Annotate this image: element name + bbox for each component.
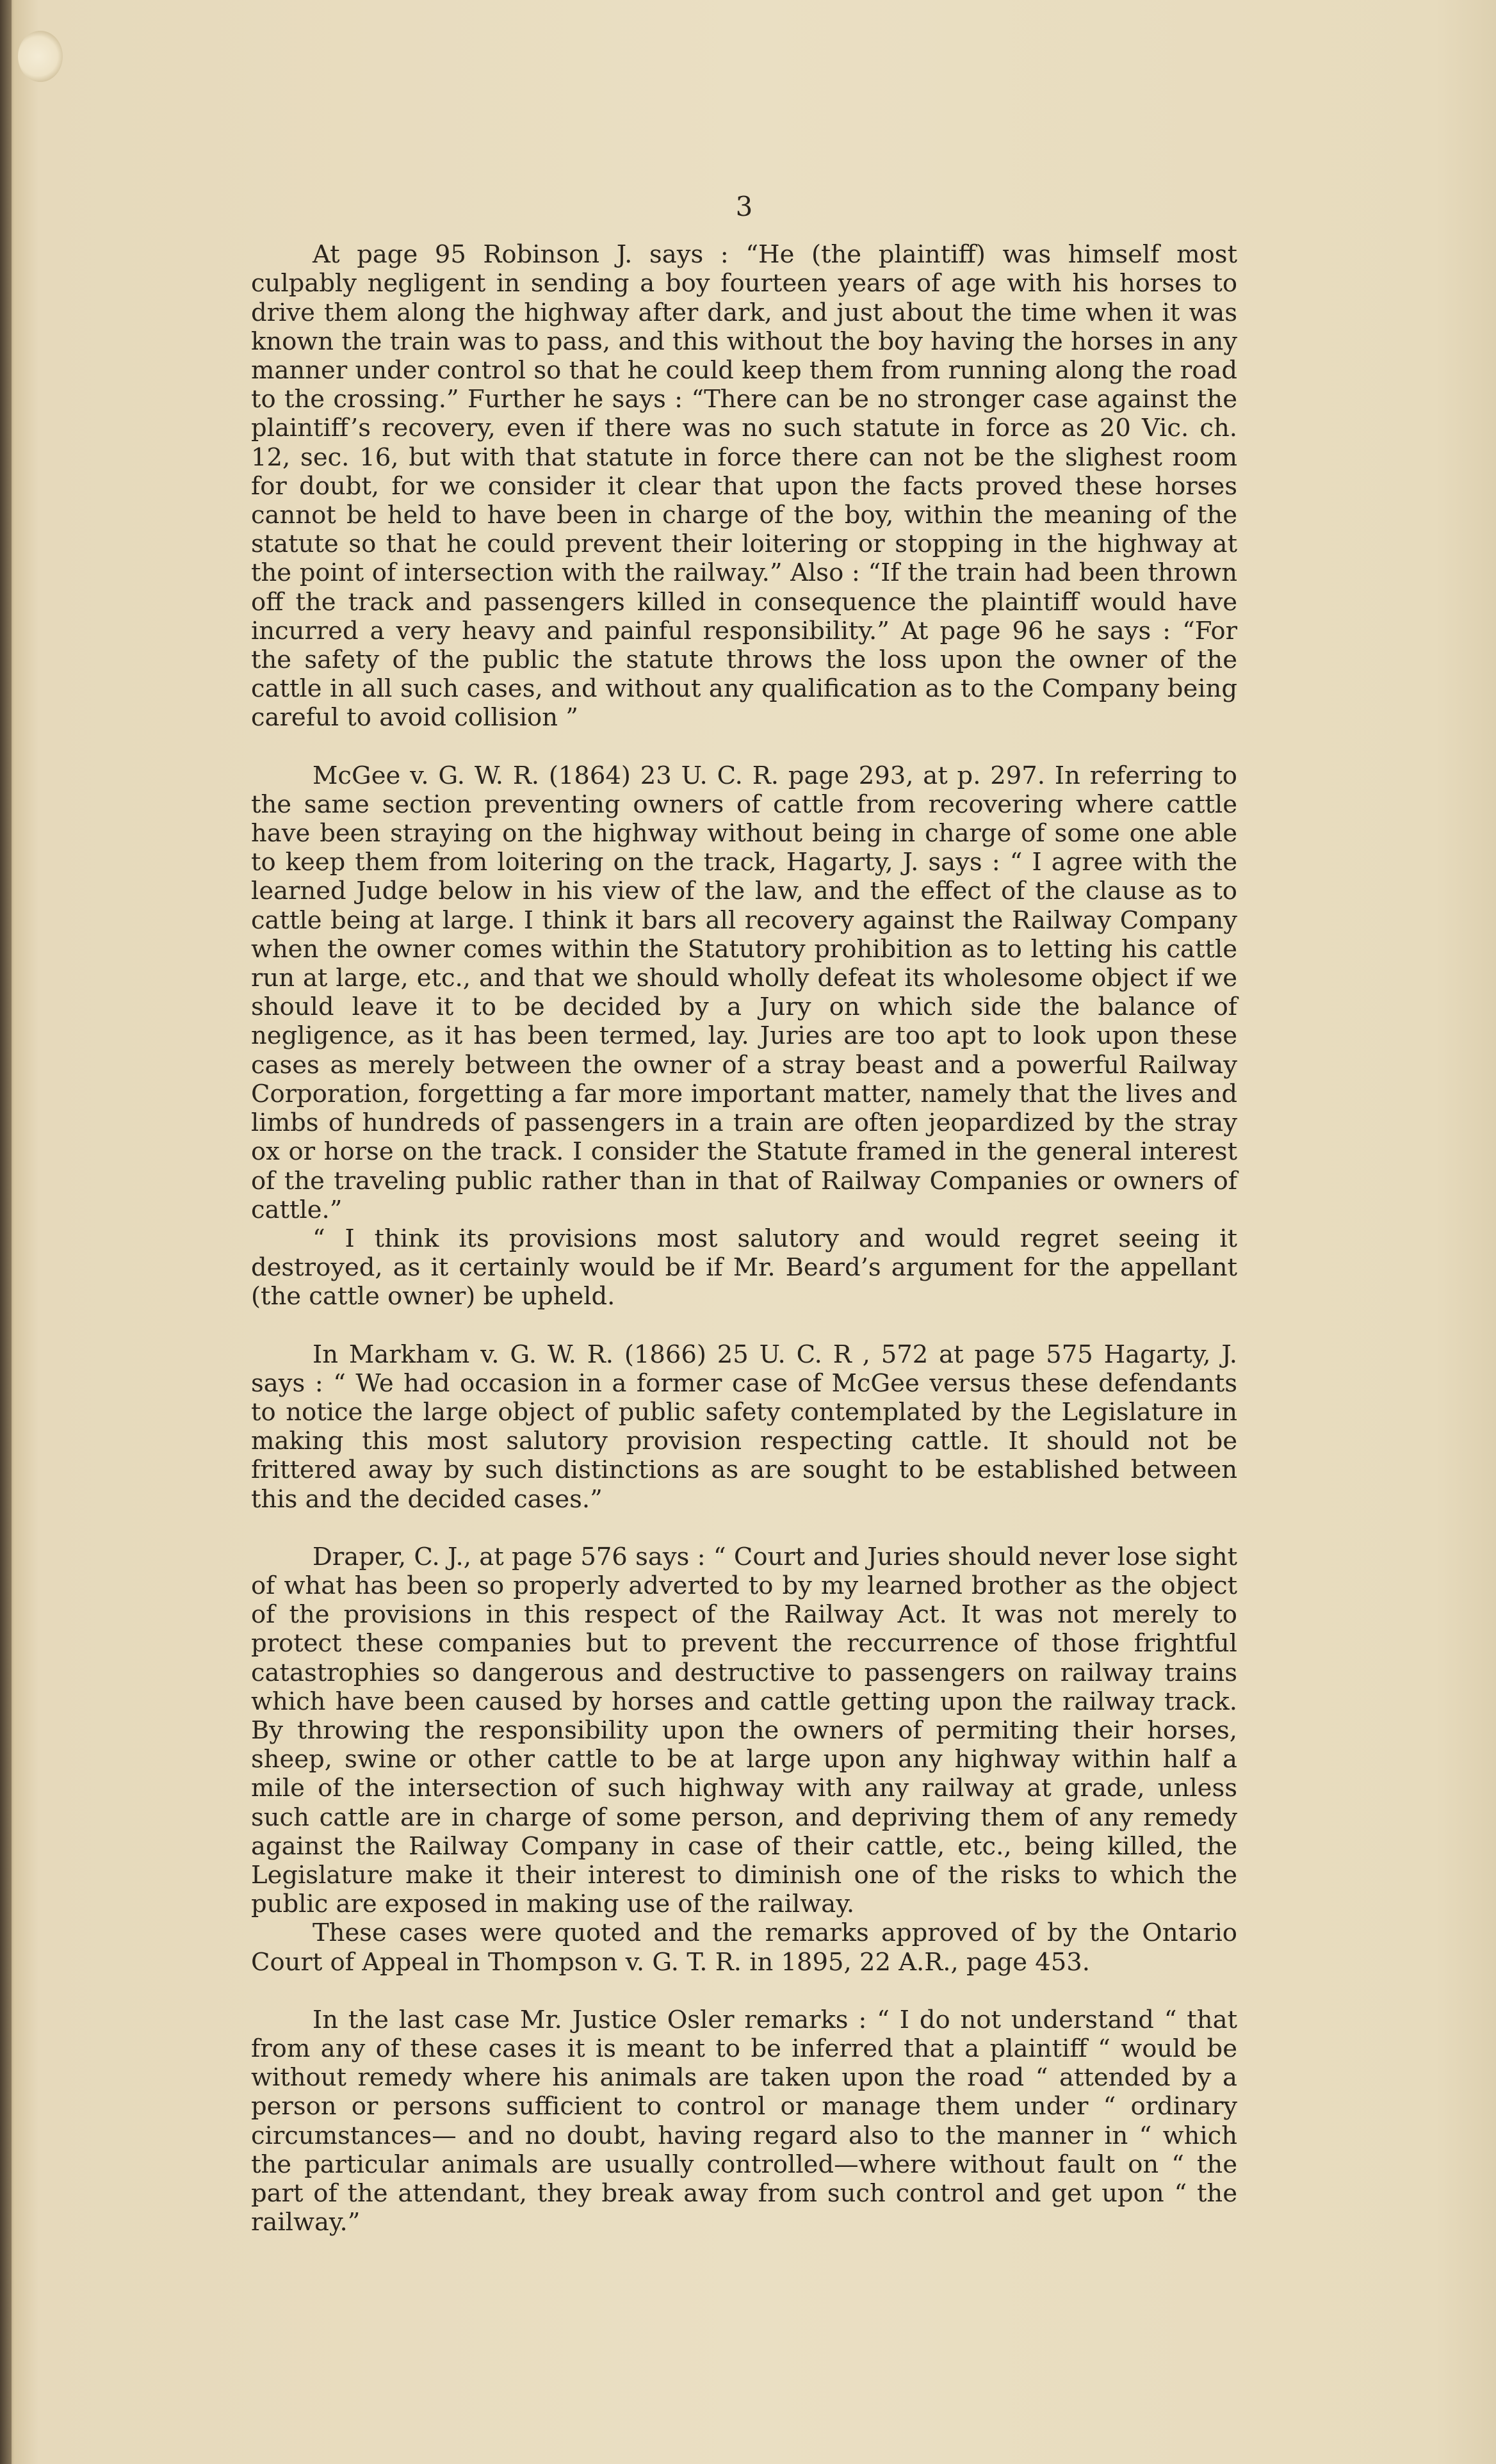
page-body — [251, 192, 1237, 2237]
paragraph-thompson: These cases were quoted and the remarks approved of by the Ontario Court of Appeal in Thompson v. G. T. R. in 1895, 22 A.R., page 453. — [251, 1918, 1237, 1977]
paragraph-markham: In Markham v. G. W. R. (1866) 25 U. C. R , 572 at page 575 Hagarty, J. says : “ We had occasion in a former case of McGee versus these defendants to notice the large object of public safety contemplated by the Legislature in making this most salutory provision respecting cattle. It should not be frittered away by such distinctions as are sought to be established between this and the decided cases.” — [251, 1340, 1237, 1514]
page-number: 3 — [735, 191, 753, 222]
paragraph-draper: Draper, C. J., at page 576 says : “ Court and Juries should never lose sight of what has been so properly adverted to by my learned brother as the object of the provisions in this respect of the Railway Act. It was not merely to protect these companies but to prevent the reccurrence of those frightful catastrophies so dangerous and destructive to passengers on railway trains which have been caused by horses and cattle getting upon the railway track. By throwing the responsibility upon the owners of permiting their horses, sheep, swine or other cattle to be at large upon any highway within half a mile of the intersection of such highway with any railway at grade, unless such cattle are in charge of some person, and depriving them of any remedy against the Railway Company in case of their cattle, etc., being killed, the Legislature make it their interest to diminish one of the risks to which the public are exposed in making use of the railway. — [251, 1542, 1237, 1919]
paragraph-mcgee: McGee v. G. W. R. (1864) 23 U. C. R. page 293, at p. 297. In referring to the same section preventing owners of cattle from recovering where cattle have been straying on the highway without being in charge of some one able to keep them from loitering on the track, Hagarty, J. says : “ I agree with the learned Judge below in his view of the law, and the effect of the clause as to cattle being at large. I think it bars all recovery against the Railway Company when the owner comes within the Statutory prohibition as to letting his cattle run at large, etc., and that we should wholly defeat its wholesome object if we should leave it to be decided by a Jury on which side the balance of negligence, as it has been termed, lay. Juries are too apt to look upon these cases as merely between the owner of a stray beast and a powerful Railway Corporation, forgetting a far more important matter, namely that the lives and limbs of hundreds of passengers in a train are often jeopardized by the stray ox or horse on the track. I consider the Statute framed in the general interest of the traveling public rather than in that of Railway Companies or owners of cattle.” — [251, 761, 1237, 1224]
binding-shadow — [0, 0, 12, 2464]
paragraph-robinson: At page 95 Robinson J. says : “He (the plaintiff) was himself most culpably negligent in sending a boy fourteen years of age with his horses to drive them along the highway after dark, and just about the time when it was known the train was to pass, and this without the boy having the horses in any manner under control so that he could keep them from running along the road to the crossing.” Further he says : “There can be no stronger case against the plaintiff’s recovery, even if there was no such statute in force as 20 Vic. ch. 12, sec. 16, but with that statute in force there can not be the slighest room for doubt, for we consider it clear that upon the facts proved these horses cannot be held to have been in charge of the boy, within the meaning of the statute so that he could prevent their loitering or stopping in the highway at the point of intersection with the railway.” Also : “If the train had been thrown off the track and passengers killed in consequence the plaintiff would have incurred a very heavy and painful responsibility.” At page 96 he says : “For the safety of the public the statute throws the loss upon the owner of the cattle in all such cases, and without any qualification as to the Company being careful to avoid collision ” — [251, 240, 1237, 733]
paragraph-salutory: “ I think its provisions most salutory and would regret seeing it destroyed, as it certainly would be if Mr. Beard’s argument for the appellant (the cattle owner) be upheld. — [251, 1224, 1237, 1311]
punch-hole — [18, 31, 63, 82]
paragraph-osler: In the last case Mr. Justice Osler remarks : “ I do not understand “ that from any of these cases it is meant to be inferred that a plaintiff “ would be without remedy where his animals are taken upon the road “ attended by a person or persons sufficient to control or manage them under “ ordinary circumstances— and no doubt, having regard also to the manner in “ which the particular animals are usually controlled—where without fault on “ the part of the attendant, they break away from such control and get upon “ the railway.” — [251, 2005, 1237, 2237]
